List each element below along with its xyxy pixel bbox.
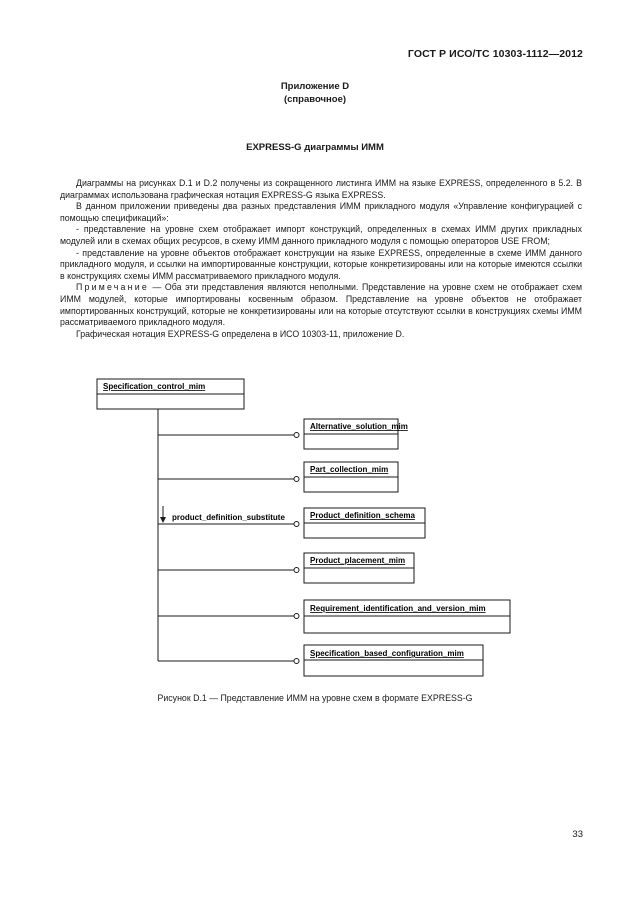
page-number: 33: [572, 829, 583, 840]
appendix-title: Приложение D: [280, 81, 350, 92]
schema-name: Part_collection_mim: [310, 465, 389, 474]
schema-branch-6: [158, 645, 483, 676]
section-title: EXPRESS-G диаграммы ИММ: [246, 142, 384, 153]
down-arrow-icon: [160, 506, 166, 523]
note-label: Примечание: [76, 282, 149, 293]
list-item: - представление на уровне объектов отображает конструкции на языке EXPRESS, определенные в схеме ИММ данного прикладного модуля, и ссылки на импортированные конструкции, которые конкретизированы или на которые имеются ссылки в конструкциях схемы ИММ рассматриваемого прикладного модуля.: [60, 247, 582, 281]
paragraph: Диаграммы на рисунках D.1 и D.2 получены из сокращенного листинга ИММ на языке EXPRESS, определенного в 5.2. В диаграммах использована графическая нотация EXPRESS-G языка EXPRESS.: [60, 178, 582, 200]
schema-branch-4: [158, 553, 414, 583]
paragraph: Графическая нотация EXPRESS-G определена в ИСО 10303-11, приложение D.: [76, 328, 405, 339]
schema-branch-2: [158, 462, 398, 492]
appendix-subtitle: (справочное): [283, 94, 347, 105]
figure-caption: Рисунок D.1 — Представление ИММ на уровне схем в формате EXPRESS-G: [157, 693, 473, 703]
schema-name: Product_placement_mim: [310, 556, 406, 565]
schema-name: Specification_based_configuration_mim: [310, 649, 464, 658]
schema-branch-1: [158, 419, 408, 449]
schema-name: Requirement_identification_and_version_mim: [310, 604, 486, 613]
schema-name: Alternative_solution_mim: [310, 422, 408, 431]
schema-name-root: Specification_control_mim: [103, 382, 206, 391]
schema-branch-5: [158, 600, 510, 633]
schema-box-root: [97, 379, 244, 409]
paragraph: В данном приложении приведены два разных представления ИММ прикладного модуля «Управление конфигурацией с помощью спецификаций»:: [60, 201, 582, 223]
schema-name: Product_definition_schema: [310, 511, 415, 520]
document-header: ГОСТ Р ИСО/ТС 10303-1112—2012: [407, 48, 583, 60]
edge-label: product_definition_substitute: [172, 513, 285, 522]
note-text: — Оба эти представления являются неполными. Представление на уровне схем не отображает схем ИММ модулей, которые импортированы косвенным образом. Представление на уровне объектов не отображает импортированных конструкций, которые не конкретизированы или на которые отсутствуют ссылки в конструкциях схемы ИММ рассматриваемого прикладного модуля.: [60, 282, 582, 328]
list-item: - представление на уровне схем отображает импорт конструкций, определенных в схемах ИММ других прикладных модулей или в схемах общих ресурсов, в схему ИММ данного прикладного модуля с помощью операторов USE FROM;: [60, 224, 582, 246]
